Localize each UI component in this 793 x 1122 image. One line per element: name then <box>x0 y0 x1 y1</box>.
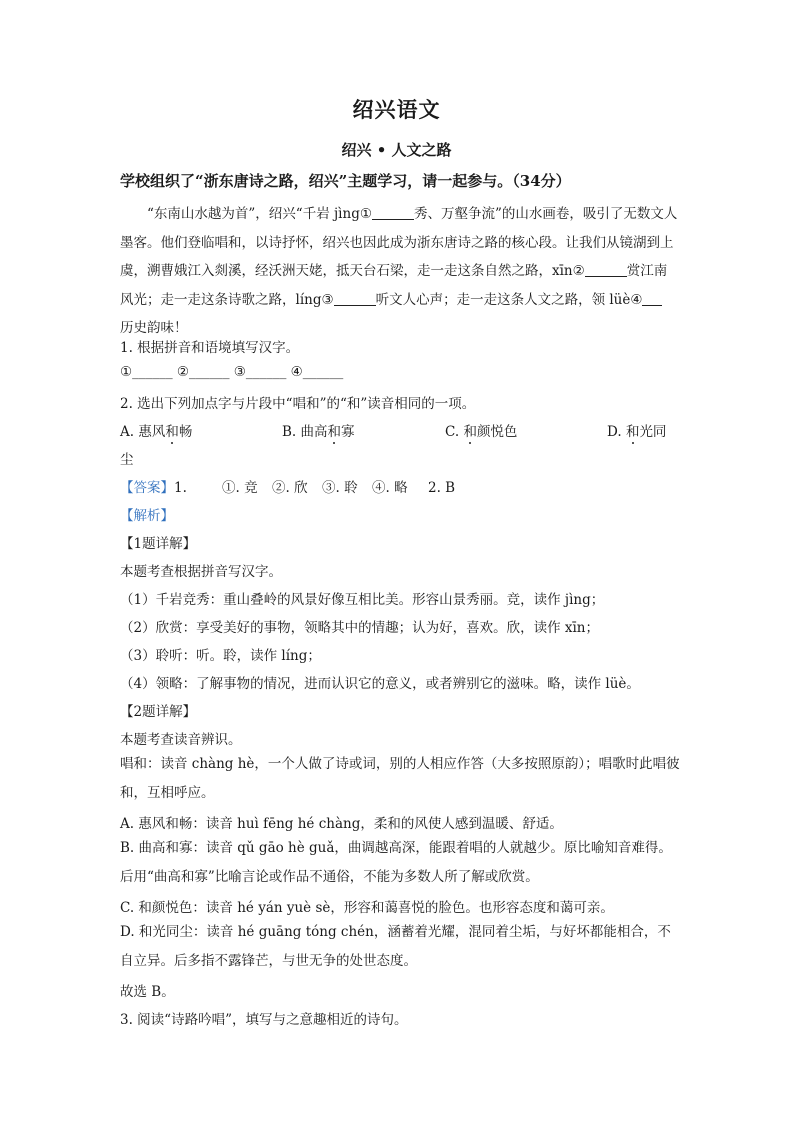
passage-part-3: 赏江南风光；走一走这条诗歌之路，líng③ <box>120 263 668 308</box>
blank-3 <box>334 291 376 306</box>
answer-line: 【答案】1. ①. 竞 ②. 欣 ③. 聆 ④. 略 2. B <box>120 476 455 496</box>
option-c: C. 和颜悦色 <box>445 424 518 440</box>
analysis-conclusion: 故选 B。 <box>120 984 175 1000</box>
analysis-line: 本题考查根据拼音写汉字。 <box>120 564 282 580</box>
section-subtitle: 绍兴 • 人文之路 <box>341 141 452 159</box>
passage-part-4: 听文人心声；走一走这条人文之路，领 lüè④ <box>375 291 643 308</box>
answer-label: 【答案】 <box>120 480 174 496</box>
analysis-heading-2: 【2题详解】 <box>120 704 197 720</box>
analysis-line: B. 曲高和寡：读音 qǔ gāo hè guǎ，曲调越高深，能跟着唱的人就越少。原比喻知音难得。后用“曲高和寡”比喻言论或作品不通俗，不能为多数人所了解或欣赏。 <box>120 840 672 885</box>
analysis-label: 【解析】 <box>120 508 174 524</box>
passage-part-2: 秀、万壑争流”的山水画卷，吸引了无数文人墨客。他们登临唱和，以诗抒怀，绍兴也因此成为浙东唐诗之路的核心段。让我们从镜湖到上虞，溯曹娥江入剡溪，经沃洲天姥，抵天台石梁，走一走这条自然之路，xīn② <box>120 206 678 279</box>
question-1: 1. 根据拼音和语境填写汉字。 <box>120 340 300 356</box>
blank-4 <box>642 291 662 306</box>
page-title: 绍兴语文 <box>352 97 441 122</box>
option-b: B. 曲高和寡 <box>282 424 355 440</box>
reading-passage <box>120 200 680 343</box>
section-intro: 学校组织了“浙东唐诗之路，绍兴”主题学习，请一起参与。（34分） <box>120 172 571 190</box>
analysis-line: （4）领略：了解事物的情况，进而认识它的意义，或者辨别它的滋味。略，读作 lüè。 <box>120 676 640 692</box>
option-d: D. 和光同 <box>607 424 667 440</box>
passage-part-5: 历史韵味！ <box>120 320 188 336</box>
analysis-heading-1: 【1题详解】 <box>120 536 197 552</box>
analysis-line: （1）千岩竞秀：重山叠岭的风景好像互相比美。形容山景秀丽。竞，读作 jìng； <box>120 592 605 608</box>
analysis-line: C. 和颜悦色：读音 hé yán yuè sè，形容和蔼喜悦的脸色。也形容态度和蔼可亲。 <box>120 900 614 916</box>
analysis-line: A. 惠风和畅：读音 huì fēng hé chàng，柔和的风使人感到温暖、舒适。 <box>120 816 563 832</box>
blank-2 <box>585 262 627 277</box>
question-1-blanks: ①______ ②______ ③______ ④______ <box>120 364 344 380</box>
analysis-line: 唱和：读音 chàng hè，一个人做了诗或词，别的人相应作答（大多按照原韵）；唱歌时此唱彼和，互相呼应。 <box>120 756 680 801</box>
passage-part-1: “东南山水越为首”，绍兴“千岩 jìng① <box>147 206 372 222</box>
question-2: 2. 选出下列加点字与片段中“唱和”的“和”读音相同的一项。 <box>120 396 476 412</box>
analysis-line: 本题考查读音辨识。 <box>120 732 242 748</box>
analysis-line: （3）聆听：听。聆，读作 líng； <box>120 648 321 664</box>
blank-1 <box>372 205 414 220</box>
analysis-line: D. 和光同尘：读音 hé guāng tóng chén，涵蓄着光耀，混同着尘垢，与好坏都能相合，不自立异。后多指不露锋芒，与世无争的处世态度。 <box>120 924 671 969</box>
option-d-wrap: 尘 <box>120 452 134 468</box>
question-3: 3. 阅读“诗路吟唱”，填写与之意趣相近的诗句。 <box>120 1012 408 1028</box>
option-a: A. 惠风和畅 <box>120 424 193 440</box>
analysis-line: （2）欣赏：享受美好的事物，领略其中的情趣；认为好，喜欢。欣，读作 xīn； <box>120 620 600 636</box>
